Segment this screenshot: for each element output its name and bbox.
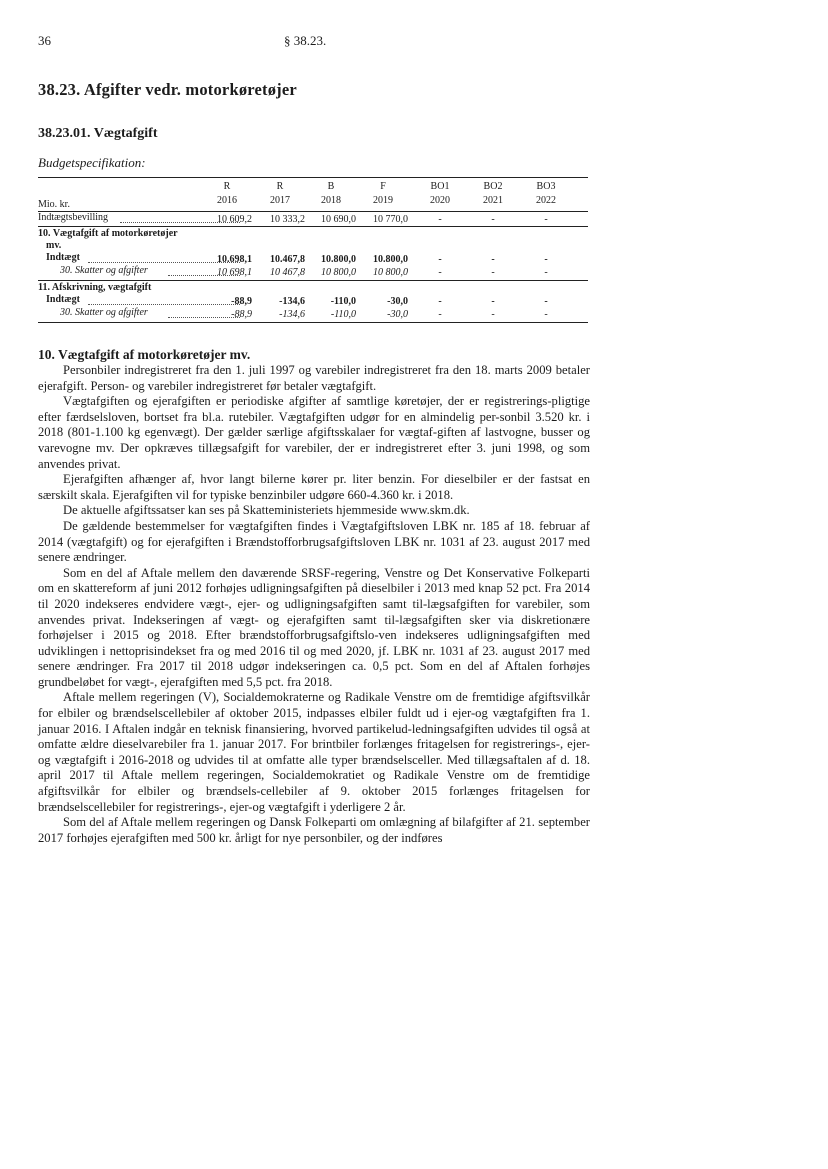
paragraph: De aktuelle afgiftssatser kan ses på Skatteministeriets hjemmeside www.skm.dk. — [63, 503, 470, 518]
chapter-title: 38.23. Afgifter vedr. motorkøretøjer — [38, 80, 297, 99]
table-cell: 10.800,0 — [373, 254, 408, 265]
total-rule — [38, 226, 588, 227]
table-cell: - — [544, 309, 548, 320]
table-cell: - — [491, 254, 495, 265]
table-cell: 10 333,2 — [270, 214, 305, 225]
table-cell: 10.800,0 — [321, 254, 356, 265]
table-cell: -30,0 — [387, 309, 408, 320]
table-cell: -110,0 — [330, 296, 356, 307]
table-cell: 10 770,0 — [373, 214, 408, 225]
table-cell: -110,0 — [330, 309, 356, 320]
column-header-type: F — [380, 181, 386, 192]
table-cell: 10 800,0 — [321, 267, 356, 278]
column-header-type: BO1 — [430, 181, 450, 192]
paragraph: Vægtafgiften og ejerafgiften er periodiske afgifter af samtlige køretøjer, der er registrerings-pligtige efter færdselsloven, bortset fra bl.a. rutebiler. Vægtafgiften udgør for en almindelig per-sonbil 3.520 kr. i 2018 (801-1.100 kg egenvægt). Der gælder særlige afgiftsskalaer for vægtaf-giften af lastvogne, busser og varevogne mv. Der opkræves tillægsafgift for varebiler, der er indregistreret efter 3. juni 1998, og som anvendes privat. — [38, 394, 590, 471]
table-cell: - — [438, 267, 442, 278]
row-label-s10-income: Indtægt — [46, 252, 80, 263]
column-header-type: BO3 — [536, 181, 556, 192]
table-cell: 10.698,1 — [217, 254, 252, 265]
paragraph: Personbiler indregistreret fra den 1. juli 1997 og varebiler indregistreret fra den 18. marts 2009 betaler ejerafgift. Person- og varebiler indregistreret før betaler vægtafgift. — [38, 363, 590, 393]
paragraph: Som del af Aftale mellem regeringen og Dansk Folkeparti om omlægning af bilafgifter af 21. september 2017 forhøjes ejerafgiften med 500 kr. årligt for nye personbiler, og der indføres — [38, 815, 590, 845]
table-cell: -88,9 — [231, 309, 252, 320]
section-10-title-cont: mv. — [46, 240, 62, 251]
column-header-year: 2020 — [430, 195, 450, 206]
table-cell: - — [438, 296, 442, 307]
body-text — [38, 363, 590, 846]
table-cell: 10 609,2 — [217, 214, 252, 225]
column-header-year: 2021 — [483, 195, 503, 206]
column-header-year: 2017 — [270, 195, 290, 206]
paragraph: De gældende bestemmelser for vægtafgiften findes i Vægtafgiftsloven LBK nr. 185 af 18. februar af 2014 (vægtafgift) og for ejerafgiften i Brændstofforbrugsafgiftsloven LBK nr. 1031 af 23. august 2017 med senere ændringer. — [38, 518, 590, 565]
table-cell: 10.467,8 — [270, 254, 305, 265]
table-cell: - — [544, 267, 548, 278]
column-header-year: 2019 — [373, 195, 393, 206]
table-cell: - — [491, 267, 495, 278]
table-cell: -88,9 — [231, 296, 252, 307]
column-header-year: 2018 — [321, 195, 341, 206]
table-bottom-rule — [38, 322, 588, 323]
running-head: § 38.23. — [284, 33, 327, 48]
column-header-type: R — [223, 181, 231, 192]
table-top-rule — [38, 177, 588, 178]
column-header-type: B — [327, 181, 335, 192]
column-header-type: R — [276, 181, 284, 192]
table-cell: - — [491, 296, 495, 307]
paragraph: Som en del af Aftale mellem den daværende SRSF-regering, Venstre og Det Konservative Folkeparti om en skattereform af juni 2012 forhøjes udligningsafgiften på dieselbiler i 2013 med knap 52 pct. Fra 2014 til 2020 indekseres endvidere vægt-, ejer- og udligningsafgiften samt til-lægsafgiften for varebiler, som anvendes privat. Indekseringen af vægt- og ejerafgiften samt til-lægsafgiften sker via diskretionære forhøjelser i 2015 og 2018. Efter brændstofforbrugsafgiftslo-ven indekseres udligningsafgiften med udviklingen i nettoprisindekset fra og med 2016 til og med 2020, jf. LBK nr. 1031 af 23. august 2017 med senere ændringer. Fra 2017 til 2018 udgør indekseringen ca. 0,5 pct. Som en del af Aftalen forhøjes grundbeløbet for vægt-, ejerafgiften med 5,5 pct. fra 2018. — [38, 565, 590, 689]
column-header-type: BO2 — [483, 181, 503, 192]
section-heading: 10. Vægtafgift af motorkøretøjer mv. — [38, 347, 251, 362]
paragraph: Ejerafgiften afhænger af, hvor langt bilerne kører pr. liter benzin. For dieselbiler er der fastsat en særskilt skala. Ejerafgiften vil for typiske benzinbiler udgøre 660-4.360 kr. i 2018. — [38, 472, 590, 502]
table-cell: 10 690,0 — [321, 214, 356, 225]
table-cell: - — [438, 309, 442, 320]
section-11-title: 11. Afskrivning, vægtafgift — [38, 282, 152, 293]
row-label-s11-sub: 30. Skatter og afgifter — [60, 307, 148, 318]
section-10-title: 10. Vægtafgift af motorkøretøjer — [38, 228, 178, 239]
table-cell: - — [544, 296, 548, 307]
table-cell: -30,0 — [387, 296, 408, 307]
row-label-s10-sub: 30. Skatter og afgifter — [60, 265, 148, 276]
budget-label: Budgetspecifikation: — [38, 155, 146, 170]
header-rule — [38, 211, 588, 212]
table-cell: - — [438, 254, 442, 265]
paragraph: Aftale mellem regeringen (V), Socialdemokraterne og Radikale Venstre om de fremtidige afgiftsvilkår for elbiler og brændselscellebiler af oktober 2015, indpasses elbiler fuldt ud i ejer-og vægtafgiften fra 1. januar 2016. I Aftalen indgår en teknisk finansiering, hvorved partikelud-ledningsafgiften udvides til også at omfatte ældre dieselvarebiler fra 1. januar 2017. For brintbiler forlænges fritagelsen for registrerings-, ejer- og vægtafgift i 2016-2018 og udvides til at omfatte alle typer brændselsceller. Med tillægsaftalen af d. 18. april 2017 til Aftale mellem regeringen, Socialdemokratiet og Radikale Venstre om de fremtidige afgiftsvilkår for elbiler og brændsels-cellebiler af 9. oktober 2015 forlænges fritagelsen for brændselscellebiler for registrerings-, ejer-og vægtafgift i yderligere 2 år. — [38, 690, 590, 814]
table-cell: -134,6 — [279, 309, 305, 320]
section-subtitle: 38.23.01. Vægtafgift — [38, 126, 158, 141]
column-header-year: 2016 — [217, 195, 237, 206]
table-cell: - — [544, 254, 548, 265]
unit-label: Mio. kr. — [38, 199, 70, 210]
s10-rule — [38, 280, 588, 281]
table-cell: - — [491, 214, 495, 225]
table-cell: 10 467,8 — [270, 267, 305, 278]
table-cell: -134,6 — [279, 296, 305, 307]
row-label-total: Indtægtsbevilling — [38, 212, 108, 223]
table-cell: - — [438, 214, 442, 225]
page-number: 36 — [38, 33, 51, 48]
table-cell: 10 698,1 — [217, 267, 252, 278]
column-header-year: 2022 — [536, 195, 556, 206]
table-cell: - — [544, 214, 548, 225]
table-cell: 10 800,0 — [373, 267, 408, 278]
budget-table — [38, 177, 588, 332]
table-cell: - — [491, 309, 495, 320]
row-label-s11-income: Indtægt — [46, 294, 80, 305]
